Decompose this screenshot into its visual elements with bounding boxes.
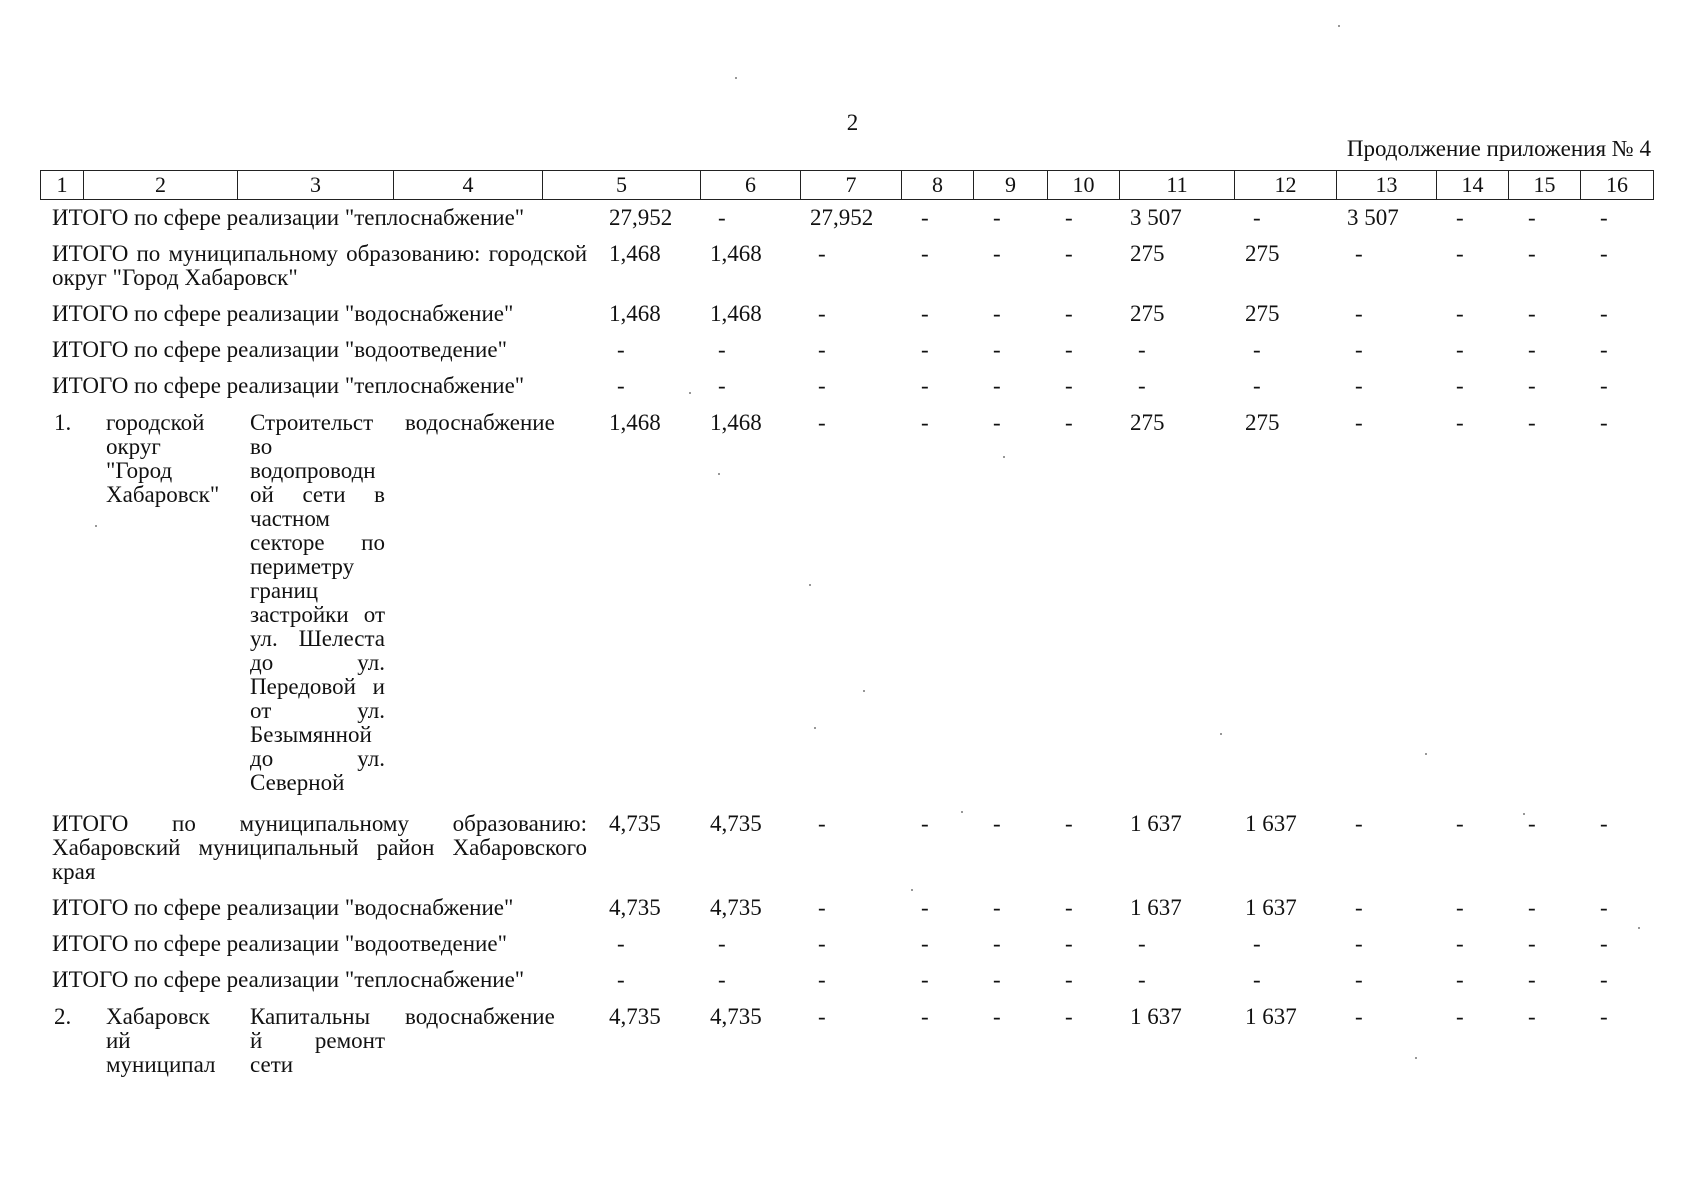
value-cell-col-7: - [818,1004,826,1029]
value-cell-col-12: 275 [1245,301,1280,326]
row-number: 2. [54,1004,72,1029]
total-label: ИТОГО по сфере реализации "водоотведение" [52,337,507,362]
scan-speck [718,473,720,475]
value-cell-col-10: - [1065,1004,1073,1029]
value-cell-col-10: - [1065,967,1073,992]
value-cell-col-9: - [993,1004,1001,1029]
value-cell-col-13: - [1355,241,1363,266]
column-number-cell: 13 [1337,171,1437,200]
column-number-cell: 8 [902,171,974,200]
value-cell-col-5: 4,735 [609,1004,661,1029]
value-cell-col-14: - [1456,301,1464,326]
value-cell-col-7: - [818,967,826,992]
value-cell-col-9: - [993,301,1001,326]
value-cell-col-9: - [993,931,1001,956]
value-cell-col-9: - [993,410,1001,435]
value-cell-col-15: - [1528,895,1536,920]
value-cell-col-9: - [993,241,1001,266]
scan-speck [814,727,816,729]
value-cell-col-16: - [1600,373,1608,398]
value-cell-col-8: - [921,1004,929,1029]
value-cell-col-8: - [921,410,929,435]
value-cell-col-14: - [1456,931,1464,956]
value-cell-col-6: - [718,373,726,398]
column-number-cell: 10 [1048,171,1120,200]
value-cell-col-16: - [1600,931,1608,956]
value-cell-col-16: - [1600,205,1608,230]
value-cell-col-7: - [818,811,826,836]
column-number-cell: 7 [801,171,902,200]
value-cell-col-11: 3 507 [1130,205,1182,230]
value-cell-col-8: - [921,931,929,956]
value-cell-col-7: 27,952 [810,205,874,230]
scan-speck [1415,1057,1417,1059]
value-cell-col-6: - [718,931,726,956]
scan-speck [1220,733,1222,735]
value-cell-col-5: 27,952 [609,205,673,230]
value-cell-col-6: 1,468 [710,301,762,326]
column-number-cell: 4 [394,171,543,200]
value-cell-col-7: - [818,301,826,326]
value-cell-col-6: 1,468 [710,410,762,435]
scan-speck [1003,456,1005,458]
value-cell-col-13: - [1355,931,1363,956]
value-cell-col-14: - [1456,205,1464,230]
value-cell-col-11: 275 [1130,301,1165,326]
value-cell-col-9: - [993,967,1001,992]
value-cell-col-6: 4,735 [710,1004,762,1029]
value-cell-col-10: - [1065,205,1073,230]
total-label: ИТОГО по сфере реализации "водоснабжение" [52,301,514,326]
total-label: ИТОГО по сфере реализации "водоотведение" [52,931,507,956]
value-cell-col-12: - [1253,967,1261,992]
page-number: 2 [846,110,859,135]
column-number-cell: 15 [1509,171,1581,200]
total-label: ИТОГО по сфере реализации "теплоснабжение" [52,967,525,992]
value-cell-col-14: - [1456,241,1464,266]
value-cell-col-15: - [1528,931,1536,956]
total-label: ИТОГО по сфере реализации "водоснабжение" [52,895,514,920]
row-number: 1. [54,410,72,435]
value-cell-col-15: - [1528,373,1536,398]
value-cell-col-16: - [1600,410,1608,435]
value-cell-col-6: - [718,967,726,992]
value-cell-col-11: - [1138,931,1146,956]
scan-speck [1425,753,1427,755]
total-label: ИТОГО по сфере реализации "теплоснабжение" [52,373,525,398]
value-cell-col-16: - [1600,1004,1608,1029]
value-cell-col-6: - [718,205,726,230]
value-cell-col-8: - [921,373,929,398]
scan-speck [809,584,811,586]
column-number-cell: 2 [84,171,238,200]
value-cell-col-11: - [1138,967,1146,992]
column-number-cell: 16 [1581,171,1654,200]
value-cell-col-5: - [617,967,625,992]
total-label: ИТОГО по муниципальному образованию: Хабаровский муниципальный район Хабаровского края [52,811,587,884]
value-cell-col-8: - [921,811,929,836]
continuation-header: Продолжение приложения № 4 [1346,136,1651,161]
value-cell-col-11: - [1138,337,1146,362]
value-cell-col-7: - [818,337,826,362]
value-cell-col-8: - [921,241,929,266]
scan-speck [961,811,963,813]
value-cell-col-13: - [1355,895,1363,920]
value-cell-col-15: - [1528,811,1536,836]
scan-speck [735,77,737,79]
value-cell-col-10: - [1065,931,1073,956]
scan-speck [95,525,97,527]
value-cell-col-9: - [993,811,1001,836]
value-cell-col-13: - [1355,337,1363,362]
value-cell-col-16: - [1600,241,1608,266]
value-cell-col-15: - [1528,967,1536,992]
value-cell-col-8: - [921,301,929,326]
value-cell-col-8: - [921,205,929,230]
value-cell-col-14: - [1456,410,1464,435]
value-cell-col-9: - [993,373,1001,398]
value-cell-col-16: - [1600,301,1608,326]
value-cell-col-15: - [1528,1004,1536,1029]
value-cell-col-16: - [1600,967,1608,992]
municipality-cell: Хабаровск ий муниципал [106,1004,216,1077]
value-cell-col-12: 1 637 [1245,1004,1297,1029]
column-number-cell: 5 [543,171,701,200]
value-cell-col-11: - [1138,373,1146,398]
total-label: ИТОГО по муниципальному образованию: городской округ "Город Хабаровск" [52,241,587,290]
value-cell-col-5: 1,468 [609,301,661,326]
value-cell-col-13: - [1355,410,1363,435]
value-cell-col-8: - [921,967,929,992]
value-cell-col-7: - [818,373,826,398]
value-cell-col-14: - [1456,373,1464,398]
column-number-cell: 14 [1437,171,1509,200]
value-cell-col-11: 275 [1130,241,1165,266]
value-cell-col-14: - [1456,967,1464,992]
column-number-header [40,170,1654,200]
scan-speck [1638,927,1640,929]
value-cell-col-11: 275 [1130,410,1165,435]
municipality-cell: городской округ "Город Хабаровск" [106,410,220,507]
value-cell-col-7: - [818,410,826,435]
value-cell-col-12: - [1253,205,1261,230]
value-cell-col-16: - [1600,337,1608,362]
value-cell-col-15: - [1528,205,1536,230]
value-cell-col-13: - [1355,811,1363,836]
value-cell-col-12: 1 637 [1245,811,1297,836]
scan-speck [1523,813,1525,815]
value-cell-col-12: - [1253,373,1261,398]
column-number-cell: 12 [1235,171,1337,200]
value-cell-col-14: - [1456,337,1464,362]
value-cell-col-14: - [1456,811,1464,836]
value-cell-col-13: - [1355,373,1363,398]
value-cell-col-10: - [1065,241,1073,266]
value-cell-col-9: - [993,895,1001,920]
value-cell-col-7: - [818,931,826,956]
value-cell-col-10: - [1065,301,1073,326]
value-cell-col-11: 1 637 [1130,1004,1182,1029]
value-cell-col-10: - [1065,337,1073,362]
value-cell-col-12: - [1253,931,1261,956]
value-cell-col-12: - [1253,337,1261,362]
value-cell-col-8: - [921,337,929,362]
value-cell-col-12: 1 637 [1245,895,1297,920]
sphere-cell: водоснабжение [405,410,555,435]
value-cell-col-5: - [617,931,625,956]
value-cell-col-11: 1 637 [1130,811,1182,836]
value-cell-col-15: - [1528,337,1536,362]
value-cell-col-16: - [1600,811,1608,836]
value-cell-col-6: 4,735 [710,811,762,836]
value-cell-col-6: 1,468 [710,241,762,266]
value-cell-col-14: - [1456,1004,1464,1029]
value-cell-col-10: - [1065,811,1073,836]
scan-speck [863,690,865,692]
value-cell-col-15: - [1528,301,1536,326]
column-number-cell: 3 [238,171,394,200]
scan-speck [689,392,691,394]
scan-speck [911,889,913,891]
value-cell-col-7: - [818,241,826,266]
value-cell-col-5: - [617,373,625,398]
column-number-cell: 1 [41,171,84,200]
value-cell-col-16: - [1600,895,1608,920]
value-cell-col-8: - [921,895,929,920]
value-cell-col-15: - [1528,410,1536,435]
object-description-cell: Строительст во водопроводн ой сети в частном секторе по периметру границ застройки от ул. Шелеста до ул. Передовой и от ул. Безымянной до ул. Северной [250,410,385,795]
sphere-cell: водоснабжение [405,1004,555,1029]
column-number-cell: 9 [974,171,1048,200]
scan-speck [1338,25,1340,27]
value-cell-col-13: 3 507 [1347,205,1399,230]
value-cell-col-5: 4,735 [609,895,661,920]
value-cell-col-5: 1,468 [609,410,661,435]
value-cell-col-9: - [993,205,1001,230]
value-cell-col-13: - [1355,967,1363,992]
value-cell-col-10: - [1065,895,1073,920]
column-number-cell: 11 [1120,171,1235,200]
value-cell-col-14: - [1456,895,1464,920]
object-description-cell: Капитальны й ремонт сети [250,1004,385,1077]
value-cell-col-13: - [1355,1004,1363,1029]
value-cell-col-6: 4,735 [710,895,762,920]
value-cell-col-5: 1,468 [609,241,661,266]
value-cell-col-6: - [718,337,726,362]
value-cell-col-9: - [993,337,1001,362]
value-cell-col-13: - [1355,301,1363,326]
value-cell-col-10: - [1065,410,1073,435]
value-cell-col-11: 1 637 [1130,895,1182,920]
value-cell-col-7: - [818,895,826,920]
total-label: ИТОГО по сфере реализации "теплоснабжение" [52,205,525,230]
value-cell-col-15: - [1528,241,1536,266]
value-cell-col-10: - [1065,373,1073,398]
value-cell-col-12: 275 [1245,241,1280,266]
value-cell-col-5: 4,735 [609,811,661,836]
value-cell-col-5: - [617,337,625,362]
column-number-cell: 6 [701,171,801,200]
value-cell-col-12: 275 [1245,410,1280,435]
